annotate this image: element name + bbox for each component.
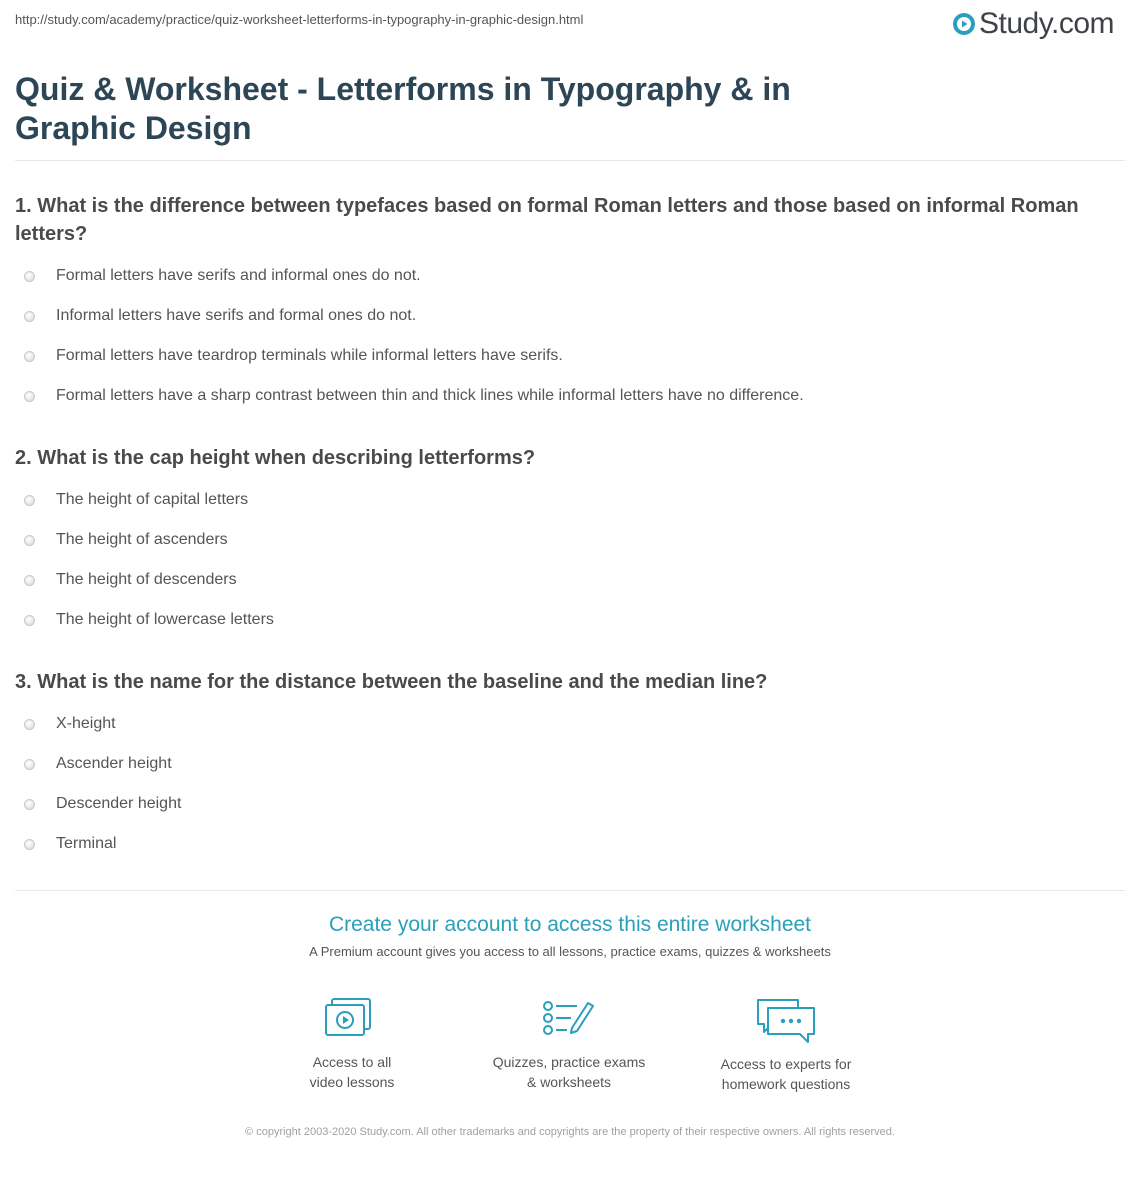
create-account-link[interactable]: Create your account to access this entire worksheet bbox=[328, 913, 812, 936]
answer-option[interactable] bbox=[15, 520, 1125, 560]
answer-text: The height of ascenders bbox=[56, 531, 228, 548]
answer-option[interactable] bbox=[15, 600, 1125, 640]
question-1: 1. What is the difference between typefaces based on formal Roman letters and those based on informal Roman letters? bbox=[15, 195, 1079, 245]
radio-button[interactable] bbox=[24, 495, 35, 506]
answer-list-1 bbox=[15, 256, 1125, 416]
radio-button[interactable] bbox=[24, 311, 35, 322]
answer-option[interactable] bbox=[15, 560, 1125, 600]
page-url[interactable]: http://study.com/academy/practice/quiz-worksheet-letterforms-in-typography-in-graphic-design.html bbox=[15, 12, 584, 27]
study-logo[interactable] bbox=[952, 8, 1114, 40]
answer-text: Terminal bbox=[56, 835, 117, 852]
promo-subtitle: A Premium account gives you access to all lessons, practice exams, quizzes & worksheets bbox=[309, 944, 831, 959]
answer-text: Ascender height bbox=[56, 755, 172, 772]
answer-list-3 bbox=[15, 704, 1125, 864]
answer-option[interactable] bbox=[15, 704, 1125, 744]
answer-option[interactable] bbox=[15, 824, 1125, 864]
answer-text: The height of lowercase letters bbox=[56, 611, 274, 628]
radio-button[interactable] bbox=[24, 839, 35, 850]
page-title: Quiz & Worksheet - Letterforms in Typography & in Graphic Design bbox=[15, 71, 791, 146]
radio-button[interactable] bbox=[24, 271, 35, 282]
title-divider bbox=[15, 160, 1125, 161]
radio-button[interactable] bbox=[24, 391, 35, 402]
play-circle-icon bbox=[952, 12, 976, 36]
answer-option[interactable] bbox=[15, 376, 1125, 416]
feature-experts bbox=[691, 996, 881, 1094]
answer-text: Descender height bbox=[56, 795, 182, 812]
answer-text: The height of descenders bbox=[56, 571, 237, 588]
radio-button[interactable] bbox=[24, 535, 35, 546]
radio-button[interactable] bbox=[24, 351, 35, 362]
answer-text: Formal letters have a sharp contrast between thin and thick lines while informal letters have no difference. bbox=[56, 387, 804, 404]
top-bar bbox=[0, 0, 1140, 48]
answer-text: The height of capital letters bbox=[56, 491, 249, 508]
answer-option[interactable] bbox=[15, 336, 1125, 376]
video-lessons-icon bbox=[322, 996, 382, 1044]
answer-text: Formal letters have teardrop terminals while informal letters have serifs. bbox=[56, 347, 563, 364]
feature-label: Access to all video lessons bbox=[309, 1054, 395, 1090]
answer-option[interactable] bbox=[15, 744, 1125, 784]
feature-quizzes bbox=[474, 996, 664, 1092]
radio-button[interactable] bbox=[24, 759, 35, 770]
answer-option[interactable] bbox=[15, 784, 1125, 824]
radio-button[interactable] bbox=[24, 719, 35, 730]
answer-text: Formal letters have serifs and informal ones do not. bbox=[56, 267, 421, 284]
feature-label: Access to experts for homework questions bbox=[720, 1056, 852, 1092]
footer-copyright: © copyright 2003-2020 Study.com. All other trademarks and copyrights are the property of their respective owners. All rights reserved. bbox=[245, 1126, 895, 1138]
logo-text: Study.com bbox=[979, 7, 1114, 40]
chat-bubbles-icon bbox=[754, 996, 818, 1046]
radio-button[interactable] bbox=[24, 575, 35, 586]
radio-button[interactable] bbox=[24, 615, 35, 626]
feature-video-lessons bbox=[257, 996, 447, 1092]
quiz-checklist-icon bbox=[539, 996, 599, 1044]
answer-option[interactable] bbox=[15, 256, 1125, 296]
question-3: 3. What is the name for the distance between the baseline and the median line? bbox=[15, 671, 768, 693]
radio-button[interactable] bbox=[24, 799, 35, 810]
question-2: 2. What is the cap height when describing letterforms? bbox=[15, 447, 536, 469]
answer-text: Informal letters have serifs and formal ones do not. bbox=[56, 307, 417, 324]
promo-divider bbox=[15, 890, 1125, 891]
answer-option[interactable] bbox=[15, 296, 1125, 336]
answer-text: X-height bbox=[56, 715, 116, 732]
answer-option[interactable] bbox=[15, 480, 1125, 520]
answer-list-2 bbox=[15, 480, 1125, 640]
feature-label: Quizzes, practice exams & worksheets bbox=[492, 1054, 646, 1090]
